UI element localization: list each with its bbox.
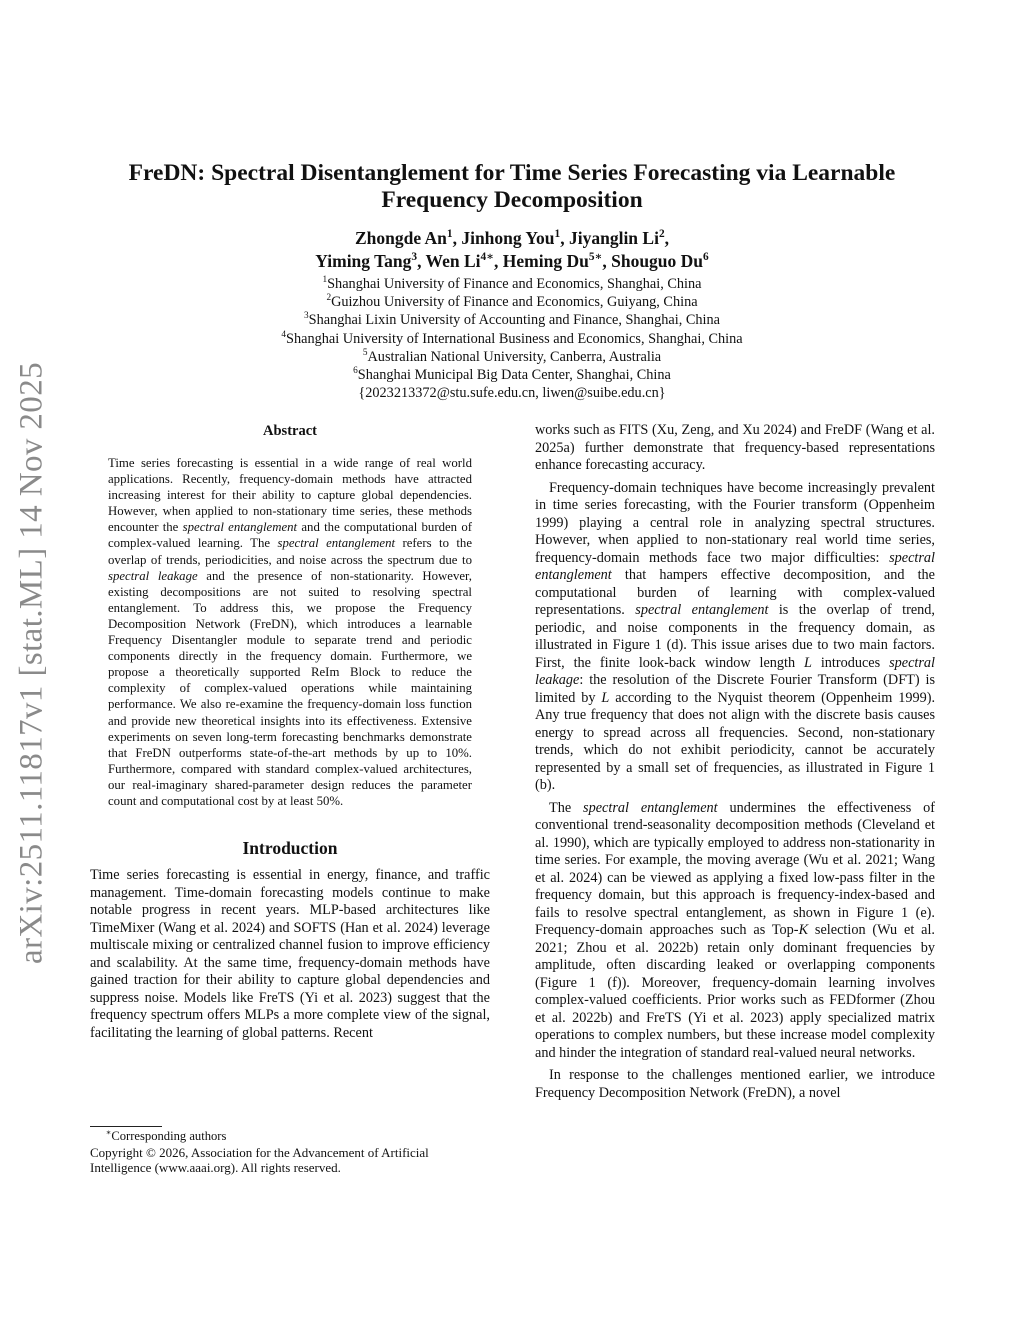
affiliation-mark: 5 (362, 348, 368, 359)
affiliation-item (100, 348, 924, 366)
affiliation-item (100, 330, 924, 348)
footnote-mark: ∗ (105, 1127, 112, 1137)
affiliation-item (100, 366, 924, 384)
paragraph-run: Frequency-domain techniques have become increasingly prevalent in time series forecasting, with the Fourier transform (Oppenheim 1999) playing a central role in analyzing spectral structures. However, when applied to non-stationary real world time series, frequency-domain methods face two major difficulties: (535, 479, 935, 566)
affiliation-mark: 4 (281, 329, 286, 340)
intro-paragraph-3 (535, 800, 935, 1063)
paragraph-run: undermines the effectiveness of conventional trend-seasonality decomposition methods (Cleveland et al. 1990), which are typically employed to address non-stationarity in time series. For example, the moving average (Wu et al. 2021; Wang et al. 2024) can be viewed as applying a fixed low-pass filter in the frequency domain, but this approach is frequency-index-based and fails to resolve spectral entanglement, as shown in Figure 1 (e). Frequency-domain approaches such as Top- (535, 799, 935, 938)
paragraph-run: introduces (811, 654, 890, 671)
affiliation-mark: 3 (303, 311, 309, 322)
abstract-run: refers to the overlap of trends, periodicities, and noise across the spectrum due to (108, 536, 473, 567)
copyright-notice (90, 1145, 490, 1176)
intro-paragraph-continued: works such as FITS (Xu, Zeng, and Xu 2024) and FreDF (Wang et al. 2025a) further demonstrate that frequency-based representations enhance forecasting accuracy. (535, 422, 935, 473)
author-affil-mark: 3 (411, 251, 418, 264)
author-list (100, 227, 924, 273)
affiliation-list (100, 275, 924, 402)
abstract-emphasis: spectral leakage (108, 568, 198, 583)
author-name: Jiyanglin Li (568, 228, 659, 248)
paragraph-run: according to the Nyquist theorem (Oppenheim 1999). Any true frequency that does not align with the discrete basis causes energy to spread across all frequencies. Second, non-stationary trends, which do not exhibit periodicity, cannot be accurately represented by a small set of frequencies, as illustrated in Figure 1 (b). (535, 689, 936, 793)
abstract-text (108, 455, 472, 809)
author-affil-mark: 1 (554, 228, 561, 241)
author-name: Shouguo Du (611, 251, 704, 271)
author-row-2: Yiming Tang$^3$, Wen $Li^{4∗}$, Heming $Du^{5∗}$, Shouguo Du$^6$ (315, 251, 709, 271)
author-name: Yiming Tang (315, 251, 412, 271)
author-affil-mark: 1 (446, 228, 453, 241)
abstract-heading: Abstract (263, 423, 317, 439)
affiliation-mark: 6 (353, 366, 358, 377)
paragraph-run: selection (Wu et al. 2021; Zhou et al. 2022b) retain only dominant frequencies by amplitude, often discarding leaked or overlapping components (Figure 1 (f)). Moreover, frequency-domain learning involves complex-valued coefficients. Prior works such as FEDformer (Zhou et al. 2022b) and FreTS (Yi et al. 2023) apply specialized matrix operations to complex numbers, but these increase model complexity and hinder the integration of standard real-valued neural networks. (535, 922, 935, 1061)
affiliation-mark: 2 (326, 293, 332, 304)
copyright-line: Intelligence (www.aaai.org). All rights reserved. (90, 1160, 341, 1175)
corresponding-author-footnote (90, 1129, 490, 1145)
math-variable: K (798, 922, 809, 938)
affiliation-item (100, 275, 924, 293)
author-name: Zhongde An (354, 228, 447, 248)
author-emails: {2023213372@stu.sufe.edu.cn, liwen@suibe.edu.cn} (358, 385, 666, 402)
intro-paragraph-2 (535, 480, 935, 795)
introduction-heading: Introduction (242, 838, 338, 859)
author-affil-mark: 2 (658, 228, 665, 241)
arxiv-identifier-stamp: arXiv:2511.11817v1 [stat.ML] 14 Nov 2025 (13, 362, 50, 964)
author-name: Jinhong You (461, 228, 555, 248)
affiliation-text: Shanghai University of Finance and Economics, Shanghai, China (327, 276, 702, 292)
abstract-emphasis: spectral entanglement (277, 536, 396, 551)
affiliation-text: Shanghai Municipal Big Data Center, Shanghai, China (357, 367, 671, 384)
paragraph-run: : the resolution of the Discrete Fourier Transform (DFT) is limited by (535, 672, 935, 706)
paragraph-run: is the overlap of trend, periodic, and noise components in the frequency domain, as illustrated in Figure 1 (d). This issue arises due to two main factors. First, the finite look-back window length (535, 602, 935, 671)
affiliation-text: Shanghai Lixin University of Accounting and Finance, Shanghai, China (308, 312, 720, 329)
paragraph-emphasis: spectral entanglement (583, 799, 718, 816)
paragraph-emphasis: spectral entanglement (635, 602, 769, 618)
affiliation-text: Australian National University, Canberra, Australia (367, 348, 662, 365)
math-variable: L (804, 654, 812, 671)
abstract-run: Time series forecasting is essential in a wide range of real world applications. Recently, frequency-domain methods have attracted increasing interest for their ability to capture global dependencies. However, when applied to non-stationary time series, these methods encounter the (108, 456, 472, 535)
paragraph-emphasis: spectral leakage (535, 654, 935, 688)
copyright-line: Copyright © 2026, Association for the Advancement of Artificial (90, 1144, 429, 1160)
left-column (90, 422, 490, 1042)
affiliation-text: Shanghai University of International Business and Economics, Shanghai, China (286, 330, 743, 347)
paper-title (100, 160, 924, 214)
title-line-1: FreDN: Spectral Disentanglement for Time Series Forecasting via Learnable (128, 160, 896, 186)
author-name: Wen Li (425, 251, 481, 271)
author-affil-mark: 6 (703, 251, 709, 264)
abstract-emphasis: spectral entanglement (182, 520, 298, 535)
paragraph-run: The (549, 799, 584, 816)
right-column (535, 422, 935, 1107)
author-row-1: Zhongde An$^1$, Jinhong You$^1$, Jiyanglin Li$^2$, (354, 228, 670, 248)
author-affil-mark: 5∗ (588, 251, 603, 264)
intro-paragraph-4: In response to the challenges mentioned earlier, we introduce Frequency Decomposition Network (FreDN), a novel (535, 1067, 935, 1101)
title-line-2: Frequency Decomposition (381, 187, 643, 213)
footnote-area (90, 1126, 490, 1176)
affiliation-mark: 1 (322, 275, 328, 286)
footnote-text: Corresponding authors (111, 1129, 227, 1143)
affiliation-item (100, 311, 924, 329)
affiliation-text: Guizhou University of Finance and Economics, Guiyang, China (331, 294, 698, 311)
paragraph-run: that hampers effective decomposition, and the computational burden of learning with complex-valued representations. (535, 567, 935, 618)
abstract-run: and the presence of non-stationarity. However, existing decompositions are not suited to resolving spectral entanglement. To address this, we propose the Frequency Decomposition Network (FreDN), which introduces a learnable Frequency Disentangler module to separate trend and periodic components directly in the frequency domain. Furthermore, we propose a theoretically supported ReIm Block to reduce the complexity of complex-valued operations while maintaining performance. We also re-examine the frequency-domain loss function and provide new theoretical insights into its effectiveness. Extensive experiments on seven long-term forecasting benchmarks demonstrate that FreDN outperforms state-of-the-art methods by up to 10%. Furthermore, compared with standard complex-valued architectures, our real-imaginary shared-parameter design reduces the parameter count and computational cost by at least 50%. (108, 568, 472, 808)
author-name: Heming Du (502, 251, 589, 271)
math-variable: L (601, 689, 610, 706)
paragraph-emphasis: spectral entanglement (535, 549, 935, 583)
affiliation-item (100, 293, 924, 311)
footnote-divider (90, 1126, 162, 1127)
abstract-run: and the computational burden of complex-valued learning. The (108, 520, 472, 551)
introduction-paragraph-1: Time series forecasting is essential in energy, finance, and traffic management. Time-domain forecasting models continue to make notable progress in recent years. MLP-based architectures like TimeMixer (Wang et al. 2024) and SOFTS (Han et al. 2024) leverage multiscale mixing or centralized channel fusion to improve efficiency and scalability. At the same time, frequency-domain methods have gained traction for their ability to capture global dependencies and suppress noise. Models like FreTS (Yi et al. 2023) suggest that the frequency spectrum offers MLPs a more complete view of the signal, facilitating the learning of global patterns. Recent (90, 867, 490, 1041)
author-affil-mark: 4∗ (480, 251, 495, 264)
